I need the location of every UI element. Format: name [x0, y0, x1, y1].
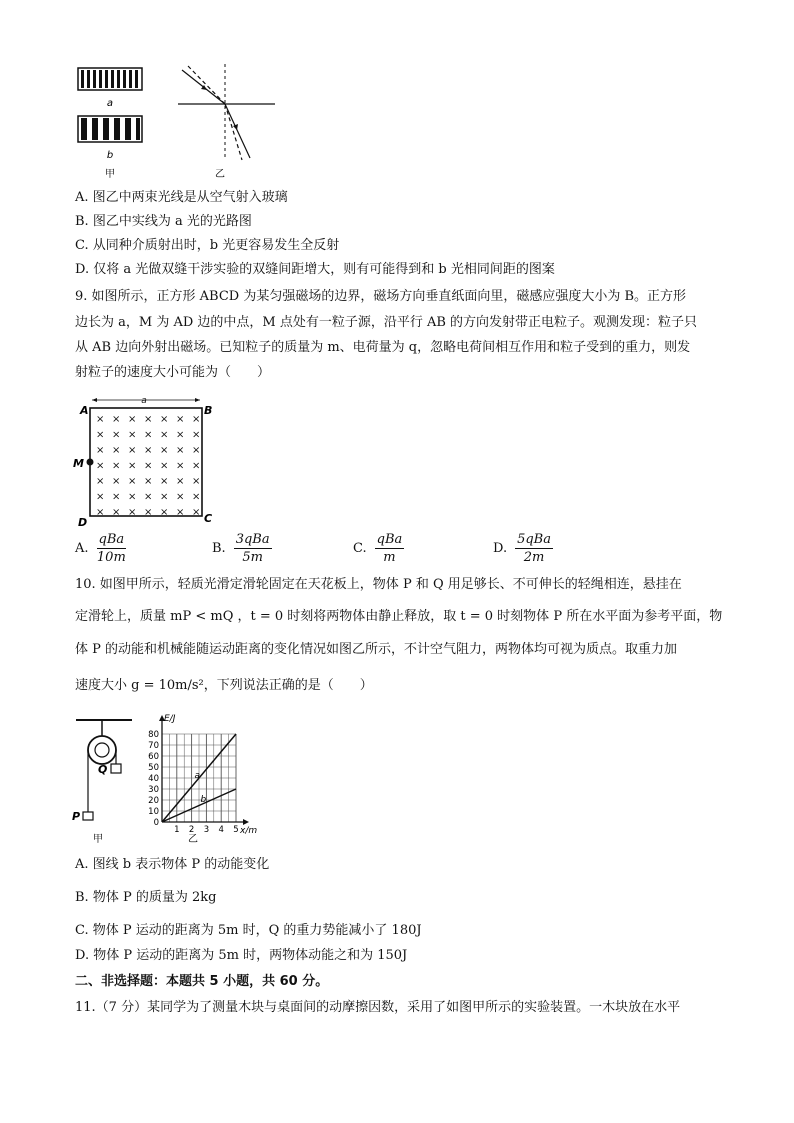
q9-choice-a-num: qBa — [98, 532, 125, 547]
field-cross: × — [96, 445, 105, 456]
section-2-heading: 二、非选择题：本题共 5 小题，共 60 分。 — [75, 974, 329, 989]
caption-jia: 甲 — [105, 169, 115, 180]
field-cross: × — [96, 414, 105, 425]
q8-option-a: A. 图乙中两束光线是从空气射入玻璃 — [75, 190, 288, 205]
q10-stem-line-1: 10. 如图甲所示，轻质光滑定滑轮固定在天花板上，物体 P 和 Q 用足够长、不可伸长的轻绳相连，悬挂在 — [75, 577, 682, 592]
field-cross: × — [176, 460, 185, 472]
field-cross: × — [192, 460, 201, 472]
q9-choice-a — [75, 532, 126, 565]
q9-choice-d-label: D. — [493, 541, 508, 556]
q9-label-A: A — [80, 404, 89, 417]
caption-jia-q10: 甲 — [93, 834, 103, 845]
q9-field-crosses — [96, 414, 200, 518]
q9-choice-d-num: 5qBa — [517, 532, 551, 547]
field-cross: × — [160, 507, 169, 518]
label-a: a — [106, 98, 114, 109]
q9-choice-c-num: qBa — [376, 532, 403, 547]
field-cross: × — [128, 507, 137, 518]
x-tick-label: 1 — [174, 825, 180, 835]
q10-option-b: B. 物体 P 的质量为 2kg — [75, 890, 217, 905]
q9-choice-b-num: 3qBa — [235, 532, 270, 547]
block-P — [83, 812, 93, 820]
y-tick-label: 80 — [148, 730, 159, 740]
field-cross: × — [96, 491, 105, 503]
field-cross: × — [144, 507, 153, 518]
fringe-pattern-a — [78, 68, 142, 90]
x-tick-label: 4 — [218, 825, 224, 835]
q9-choice-c-fraction — [375, 532, 405, 565]
chart-line-b-label: b — [200, 795, 207, 806]
q9-choice-b-label: B. — [212, 541, 226, 556]
y-tick-label: 40 — [148, 774, 159, 784]
field-cross: × — [96, 460, 105, 472]
fringe-pattern-b — [78, 116, 142, 142]
chart-x-axis-label: x/m — [240, 826, 258, 836]
field-cross: × — [144, 429, 153, 441]
chart-y-axis-label: E/J — [164, 714, 176, 724]
y-tick-label: 60 — [148, 752, 159, 762]
field-cross: × — [160, 429, 169, 441]
field-cross: × — [176, 445, 185, 456]
field-cross: × — [176, 414, 185, 425]
field-cross: × — [176, 476, 185, 487]
field-cross: × — [192, 491, 201, 503]
field-cross: × — [96, 476, 105, 487]
field-cross: × — [96, 429, 105, 441]
field-cross: × — [112, 507, 121, 518]
q9-label-D: D — [78, 516, 88, 529]
field-cross: × — [160, 445, 169, 456]
q9-label-M: M — [73, 457, 84, 470]
caption-yi: 乙 — [215, 169, 225, 180]
field-cross: × — [144, 460, 153, 472]
q10-option-c: C. 物体 P 运动的距离为 5m 时，Q 的重力势能减小了 180J — [75, 923, 422, 938]
q9-side-label: a — [141, 396, 147, 406]
q11-stem-line-1: 11.（7 分）某同学为了测量木块与桌面间的动摩擦因数，采用了如图甲所示的实验装置。一木块放在水平 — [75, 1000, 681, 1015]
q8-option-b: B. 图乙中实线为 a 光的光路图 — [75, 214, 252, 229]
q9-stem-line-3: 从 AB 边向外射出磁场。已知粒子的质量为 m、电荷量为 q，忽略电荷间相互作用和粒子受到的重力，则发 — [75, 340, 691, 355]
caption-yi-q10: 乙 — [188, 834, 198, 845]
q9-particle-source — [87, 459, 94, 466]
field-cross: × — [128, 429, 137, 441]
q8-option-c: C. 从同种介质射出时，b 光更容易发生全反射 — [75, 238, 340, 253]
x-tick-label: 2 — [188, 825, 195, 835]
q9-choice-b-den: 5m — [242, 550, 263, 565]
field-cross: × — [144, 414, 153, 425]
x-tick-label: 3 — [203, 825, 210, 835]
q10-option-a: A. 图线 b 表示物体 P 的动能变化 — [75, 857, 270, 872]
x-tick-label: 5 — [233, 825, 239, 835]
q9-choice-c-label: C. — [353, 541, 367, 556]
q9-stem-line-1: 9. 如图所示，正方形 ABCD 为某匀强磁场的边界，磁场方向垂直纸面向里，磁感应强度大小为 B。正方形 — [75, 289, 687, 304]
q9-stem-line-4: 射粒子的速度大小可能为（ ） — [75, 365, 271, 380]
label-P: P — [72, 810, 81, 823]
q9-label-B: B — [204, 404, 213, 417]
chart-line-a-label: a — [194, 771, 201, 781]
field-cross: × — [112, 491, 121, 503]
field-cross: × — [144, 491, 153, 503]
q10-stem-line-3: 体 P 的动能和机械能随运动距离的变化情况如图乙所示，不计空气阻力，两物体均可视为质点。取重力加 — [75, 642, 678, 657]
field-cross: × — [112, 429, 121, 441]
field-cross: × — [112, 414, 121, 425]
q9-choice-c — [353, 532, 404, 565]
y-tick-label: 20 — [148, 796, 159, 806]
fig-interference-and-refraction — [70, 60, 290, 185]
field-cross: × — [192, 429, 201, 441]
q10-stem-line-4: 速度大小 g = 10m/s²，下列说法正确的是（ ） — [75, 678, 373, 693]
field-cross: × — [176, 507, 185, 518]
field-cross: × — [112, 476, 121, 487]
chart-y-ticks — [148, 730, 159, 828]
field-cross: × — [160, 414, 169, 425]
block-Q — [111, 764, 121, 773]
q10-stem-line-2: 定滑轮上，质量 mP < mQ ，t = 0 时刻将两物体由静止释放，取 t = 0 时刻物体 P 所在水平面为参考平面，物 — [75, 609, 723, 624]
q9-choice-a-den: 10m — [96, 550, 126, 565]
q9-choice-b — [212, 532, 272, 565]
q10-option-d: D. 物体 P 运动的距离为 5m 时，两物体动能之和为 150J — [75, 948, 408, 963]
field-cross: × — [128, 460, 137, 472]
field-cross: × — [192, 445, 201, 456]
field-cross: × — [128, 476, 137, 487]
field-cross: × — [96, 507, 105, 518]
q9-magnetic-field-figure — [72, 392, 222, 532]
field-cross: × — [112, 460, 121, 472]
field-cross: × — [112, 445, 121, 456]
field-cross: × — [160, 476, 169, 487]
x-axis-arrow — [243, 819, 249, 825]
field-cross: × — [128, 491, 137, 503]
y-tick-label: 0 — [153, 818, 159, 828]
label-b: b — [106, 150, 114, 161]
q9-label-C: C — [204, 512, 213, 525]
label-Q: Q — [98, 763, 108, 776]
y-tick-label: 10 — [148, 807, 159, 817]
field-cross: × — [160, 460, 169, 472]
field-cross: × — [192, 414, 201, 425]
field-cross: × — [192, 476, 201, 487]
field-cross: × — [144, 445, 153, 456]
q9-choice-b-fraction — [234, 532, 272, 565]
field-cross: × — [128, 445, 137, 456]
field-cross: × — [176, 491, 185, 503]
pulley-wheel — [88, 736, 116, 764]
field-cross: × — [144, 476, 153, 487]
q9-stem-line-2: 边长为 a，M 为 AD 边的中点，M 点处有一粒子源，沿平行 AB 的方向发射带正电粒子。观测发现：粒子只 — [75, 315, 698, 330]
q10-energy-chart — [140, 712, 275, 847]
q9-choice-a-fraction — [97, 532, 127, 565]
field-cross: × — [128, 414, 137, 425]
field-cross: × — [160, 491, 169, 503]
q9-choice-d-fraction — [515, 532, 553, 565]
chart-x-ticks — [174, 825, 239, 835]
refraction-diagram — [178, 64, 275, 160]
y-tick-label: 70 — [148, 741, 159, 751]
field-cross: × — [192, 507, 201, 518]
y-tick-label: 30 — [148, 785, 159, 795]
q9-choice-a-label: A. — [75, 541, 89, 556]
field-cross: × — [176, 429, 185, 441]
q9-choice-d — [493, 532, 553, 565]
q9-choice-c-den: m — [383, 550, 396, 565]
y-tick-label: 50 — [148, 763, 159, 773]
q9-choice-d-den: 2m — [523, 550, 545, 565]
q8-option-d: D. 仅将 a 光做双缝干涉实验的双缝间距增大，则有可能得到和 b 光相同间距的图案 — [75, 262, 555, 277]
